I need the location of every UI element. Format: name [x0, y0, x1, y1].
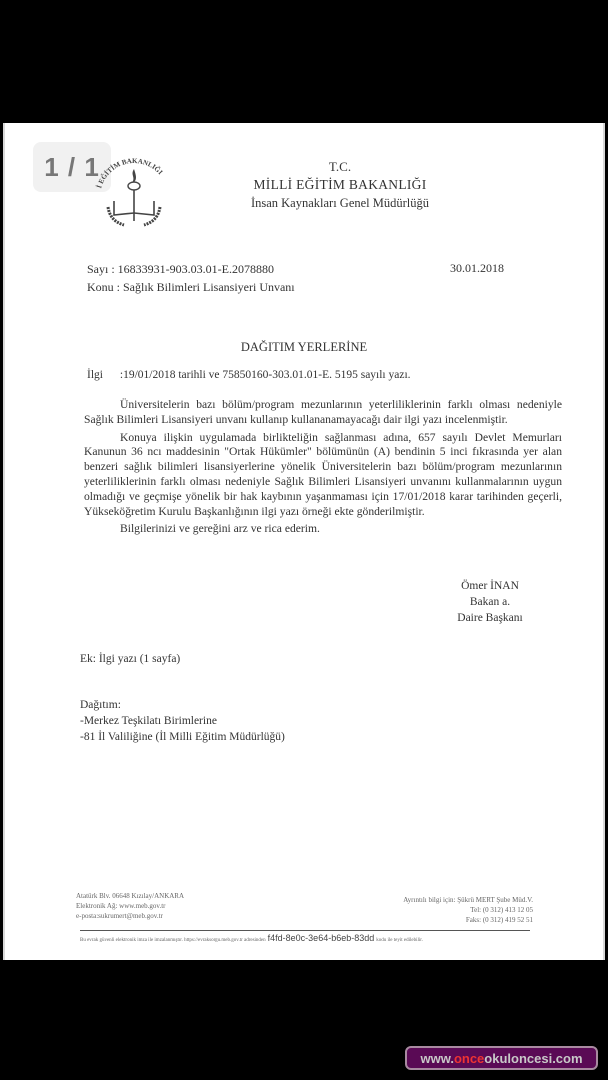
- body-paragraph: Üniversitelerin bazı bölüm/program mezunlarının yeterliliklerinin farklı olması nedeniyle Sağlık Bilimleri Lisansiyeri unvanı kullanıp kullananamayacağı dair ilgi yazı incelenmiştir.: [84, 398, 562, 426]
- footer-web: Elektronik Ağ: www.meb.gov.tr: [76, 902, 166, 910]
- esignature-suffix: kodu ile teyit edilebilir.: [376, 938, 423, 943]
- subject: Konu : Sağlık Bilimleri Lisansiyeri Unvanı: [87, 280, 295, 294]
- footer-fax: Faks: (0 312) 419 52 51: [465, 916, 533, 924]
- document-body: [84, 398, 562, 540]
- signatory-name: Ömer İNAN: [461, 580, 519, 592]
- document-date: 30.01.2018: [450, 261, 504, 275]
- letterhead-tc: T.C.: [328, 159, 352, 174]
- letterhead: [200, 158, 480, 212]
- verification-code: f4fd-8e0c-3e64-b6eb-83dd: [267, 933, 375, 943]
- reference-text: :19/01/2018 tarihli ve 75850160-303.01.01-E. 5195 sayılı yazı.: [119, 369, 411, 381]
- esignature-note: [80, 933, 540, 943]
- watermark-suffix: okuloncesi.com: [484, 1050, 583, 1066]
- meb-logo-icon: [90, 155, 178, 235]
- watermark-prefix: www.: [420, 1050, 454, 1066]
- svg-text:İ EĞİTİM BAKANLIĞI: İ EĞİTİM BAKANLIĞI: [95, 156, 165, 190]
- esignature-prefix: Bu evrak güvenli elektronik imza ile imzalanmıştır. https://evraksorgu.meb.gov.tr adresinden: [80, 938, 266, 943]
- document-title: DAĞITIM YERLERİNE: [240, 340, 368, 354]
- letterhead-directorate: İnsan Kaynakları Genel Müdürlüğü: [250, 196, 430, 210]
- reference-line: [87, 369, 411, 381]
- letterhead-ministry: MİLLİ EĞİTİM BAKANLIĞI: [253, 177, 427, 192]
- body-paragraph: Bilgilerinizi ve gereğini arz ve rica ederim.: [120, 522, 320, 536]
- watermark-badge: [405, 1046, 598, 1070]
- attachment-note: Ek: İlgi yazı (1 sayfa): [80, 653, 181, 665]
- reference-number: Sayı : 16833931-903.03.01-E.2078880: [87, 262, 274, 276]
- footer-address: [76, 891, 184, 921]
- footer-tel: Tel: (0 312) 413 12 05: [470, 906, 533, 914]
- distribution-item: -81 İl Valiliğine (İl Milli Eğitim Müdürlüğü): [80, 731, 285, 743]
- signature-block: [430, 578, 550, 626]
- footer-divider: [80, 930, 530, 931]
- document-meta: [87, 260, 295, 296]
- footer-email: e-posta:sukrumert@meb.gov.tr: [76, 912, 163, 920]
- signatory-position: Daire Başkanı: [457, 612, 523, 624]
- document-page: [3, 123, 605, 960]
- distribution-label: Dağıtım:: [80, 699, 121, 711]
- footer-address-line: Atatürk Blv. 06648 Kızılay/ANKARA: [76, 892, 185, 900]
- reference-label: İlgi: [87, 369, 103, 381]
- distribution-list: [80, 697, 285, 745]
- distribution-item: -Merkez Teşkilatı Birimlerine: [80, 715, 217, 727]
- body-paragraph: Konuya ilişkin uygulamada birlikteliğin sağlanması adına, 657 sayılı Devlet Memurları Kanunun 36 ncı maddesinin "Ortak Hükümler" bölümünün (A) bendinin 5 inci fıkrasında yer alan benzeri sağlık bilimleri lisansiyerlerine yönelik Üniversitelerin bazı bölüm/program mezunlarının yeterliliklerinin farklı olması nedeniyle Sağlık Bilimleri Lisansiyeri unvanını kullanmalarının uygun olmadığı ve geçmişe yönelik bir hak kaybının yaşanmaması için 17/01/2018 karar tarihinden geçerli, Yükseköğretim Kurulu Başkanlığının ilgi yazı örneği ekte gönderilmiştir.: [84, 430, 562, 518]
- signatory-title: Bakan a.: [469, 596, 511, 608]
- watermark-highlight: once: [453, 1050, 485, 1066]
- footer-contact-person: Ayrıntılı bilgi için: Şükrü MERT Şube Müd.V.: [403, 896, 533, 904]
- page-indicator: 1 / 1: [33, 142, 111, 192]
- footer-contact: [355, 895, 533, 925]
